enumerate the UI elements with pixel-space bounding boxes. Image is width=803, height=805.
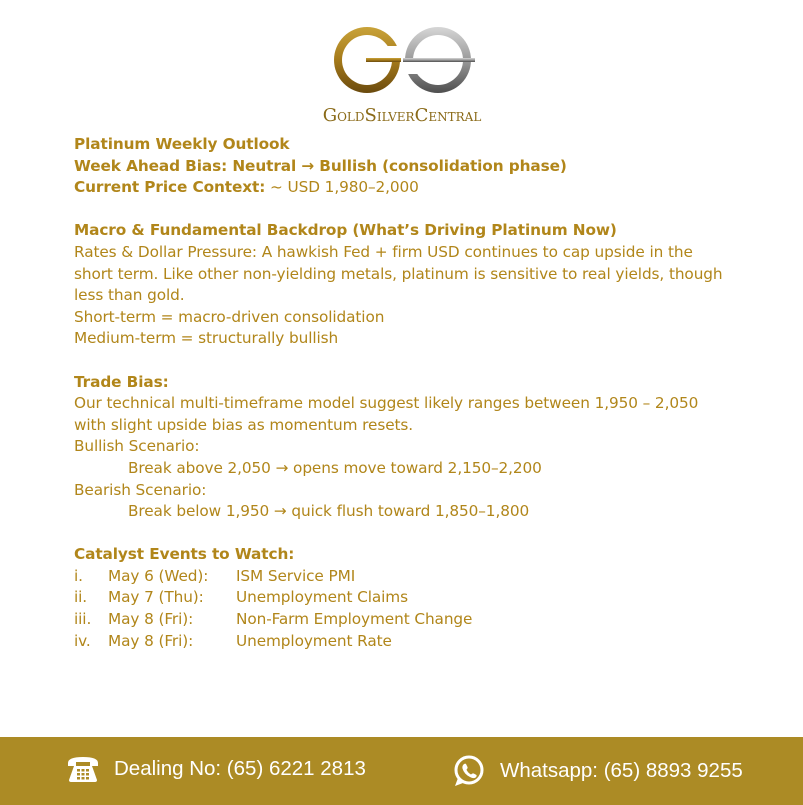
event-row <box>74 587 734 609</box>
bullish-label: Bullish Scenario: <box>74 437 200 456</box>
telephone-icon <box>66 754 100 784</box>
dealing-contact[interactable] <box>66 754 366 784</box>
price-value: ~ USD 1,980–2,000 <box>265 178 419 197</box>
trade-text: Our technical multi-timeframe model suggest likely ranges between 1,950 – 2,050 with slight upside bias as momentum resets. <box>74 394 699 434</box>
report-body <box>74 134 734 652</box>
macro-heading: Macro & Fundamental Backdrop (What’s Driving Platinum Now) <box>74 221 617 240</box>
event-name: ISM Service PMI <box>236 566 356 585</box>
whatsapp-number: Whatsapp: (65) 8893 9255 <box>500 759 743 782</box>
dealing-number: Dealing No: (65) 6221 2813 <box>114 757 366 780</box>
report-title: Platinum Weekly Outlook <box>74 135 290 153</box>
event-number: iii. <box>74 610 92 629</box>
event-row <box>74 609 734 631</box>
event-row <box>74 631 734 653</box>
bearish-detail: Break below 1,950 → quick flush toward 1,850–1,800 <box>128 502 530 521</box>
event-number: i. <box>74 566 83 585</box>
catalyst-heading: Catalyst Events to Watch: <box>74 545 295 564</box>
bias-line: Week Ahead Bias: Neutral → Bullish (consolidation phase) <box>74 156 567 175</box>
macro-text: Rates & Dollar Pressure: A hawkish Fed + firm USD continues to cap upside in the short term. Like other non-yielding metals, platinum is sensitive to real yields, though less than gold. <box>74 242 723 305</box>
event-number: iv. <box>74 631 91 650</box>
short-term-line: Short-term = macro-driven consolidation <box>74 307 385 326</box>
trade-heading: Trade Bias: <box>74 372 169 391</box>
event-number: ii. <box>74 588 88 607</box>
goldsilvercentral-logo <box>322 22 482 126</box>
bearish-label: Bearish Scenario: <box>74 480 207 499</box>
event-name: Unemployment Rate <box>236 631 392 650</box>
whatsapp-icon <box>452 754 486 788</box>
bullish-detail: Break above 2,050 → opens move toward 2,150–2,200 <box>128 458 542 477</box>
event-date: May 7 (Thu): <box>108 588 204 607</box>
event-name: Non-Farm Employment Change <box>236 610 473 629</box>
medium-term-line: Medium-term = structurally bullish <box>74 329 339 348</box>
contact-footer <box>0 737 803 805</box>
event-date: May 8 (Fri): <box>108 631 194 650</box>
price-label: Current Price Context: <box>74 178 266 197</box>
event-name: Unemployment Claims <box>236 588 408 607</box>
event-row <box>74 566 734 588</box>
logo-wordmark: GOLDSILVERCENTRAL <box>322 105 482 126</box>
event-date: May 8 (Fri): <box>108 610 194 629</box>
whatsapp-contact[interactable] <box>452 754 743 788</box>
event-date: May 6 (Wed): <box>108 566 209 585</box>
